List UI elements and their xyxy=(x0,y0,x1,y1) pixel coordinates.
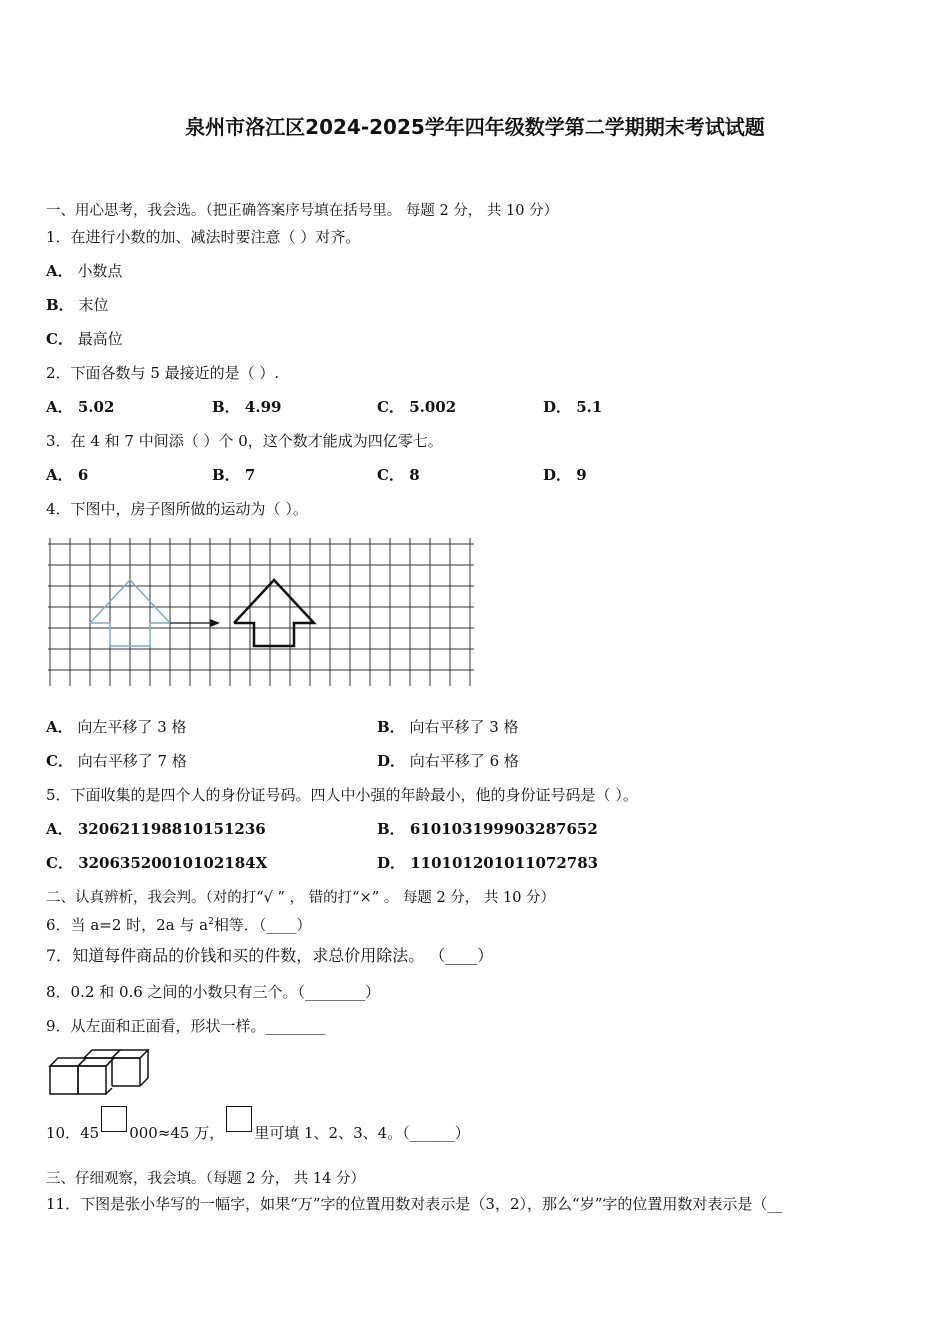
q5-option-b[interactable]: B． 610103199903287652 xyxy=(377,820,598,838)
question-2 xyxy=(46,363,279,383)
question-5 xyxy=(46,785,638,805)
question-number: 3． xyxy=(46,432,71,450)
q2-option-c[interactable]: C． 5.002 xyxy=(377,398,457,416)
q1-option-c[interactable]: C． 最高位 xyxy=(46,330,123,348)
q1-option-a[interactable]: A． 小数点 xyxy=(46,262,123,280)
cube-figure xyxy=(46,1046,152,1096)
page-title: 泉州市洛江区2024-2025学年四年级数学第二学期期末考试试题 xyxy=(185,115,765,139)
section-1-header: 一、用心思考，我会选。（把正确答案序号填在括号里。 每题 2 分， 共 10 分） xyxy=(46,203,559,219)
question-3 xyxy=(46,431,443,451)
arrow-head-icon xyxy=(210,619,220,627)
q5-option-a[interactable]: A． 320621198810151236 xyxy=(46,820,266,838)
q4-option-a[interactable]: A． 向左平移了 3 格 xyxy=(46,718,187,736)
q5-option-c[interactable]: C． 32063520010102184X xyxy=(46,854,268,872)
question-number: 5． xyxy=(46,786,71,804)
question-number: 2． xyxy=(46,364,71,382)
question-text: 在进行小数的加、减法时要注意（ ）对齐。 xyxy=(70,228,361,246)
moved-house xyxy=(234,580,314,646)
question-9: 9．从左面和正面看，形状一样。________ xyxy=(46,1017,326,1035)
section-3-header: 三、仔细观察，我会填。（每题 2 分， 共 14 分） xyxy=(46,1171,365,1187)
question-text: 下图中，房子图所做的运动为（ ）。 xyxy=(70,500,308,518)
q4-option-b[interactable]: B． 向右平移了 3 格 xyxy=(377,718,519,736)
q3-option-a[interactable]: A． 6 xyxy=(46,466,89,484)
question-text: 在 4 和 7 中间添（ ）个 0，这个数才能成为四亿零七。 xyxy=(70,432,443,450)
question-text: 下面各数与 5 最接近的是（ ）. xyxy=(70,364,280,382)
q3-option-c[interactable]: C． 8 xyxy=(377,466,420,484)
question-number: 4． xyxy=(46,500,71,518)
grid-lines xyxy=(48,538,474,686)
q2-option-d[interactable]: D． 5.1 xyxy=(543,398,603,416)
section-2-header: 二、认真辨析，我会判。（对的打“√ ” ， 错的打“×” 。 每题 2 分， 共 10 分） xyxy=(46,890,556,906)
question-number: 1． xyxy=(46,228,71,246)
q2-option-a[interactable]: A． 5.02 xyxy=(46,398,115,416)
question-1 xyxy=(46,227,360,247)
question-8: 8．0.2 和 0.6 之间的小数只有三个。（________） xyxy=(46,983,381,1001)
question-10: 10．45 000≈45 万， 里可填 1、2、3、4。（______） xyxy=(46,1106,470,1146)
q4-option-d[interactable]: D． 向右平移了 6 格 xyxy=(377,752,519,770)
q4-option-c[interactable]: C． 向右平移了 7 格 xyxy=(46,752,187,770)
question-7: 7．知道每件商品的价钱和买的件数，求总价用除法。 （____） xyxy=(46,946,494,965)
question-text: 下面收集的是四个人的身份证号码。四人中小强的年龄最小，他的身份证号码是（ ）。 xyxy=(70,786,638,804)
q3-option-d[interactable]: D． 9 xyxy=(543,466,587,484)
house-translation-figure xyxy=(44,536,478,690)
q5-option-d[interactable]: D． 110101201011072783 xyxy=(377,854,599,872)
answer-box[interactable] xyxy=(226,1106,252,1132)
question-11: 11．下图是张小华写的一幅字，如果“万”字的位置用数对表示是（3，2），那么“岁”字的位置用数对表示是（__ xyxy=(46,1195,783,1213)
question-4 xyxy=(46,499,308,519)
answer-box[interactable] xyxy=(101,1106,127,1132)
q2-option-b[interactable]: B． 4.99 xyxy=(212,398,282,416)
q1-option-b[interactable]: B． 末位 xyxy=(46,296,109,314)
q3-option-b[interactable]: B． 7 xyxy=(212,466,256,484)
question-6: 6．当 a=2 时，2a 与 $a^2$相等．（____） xyxy=(46,916,312,934)
